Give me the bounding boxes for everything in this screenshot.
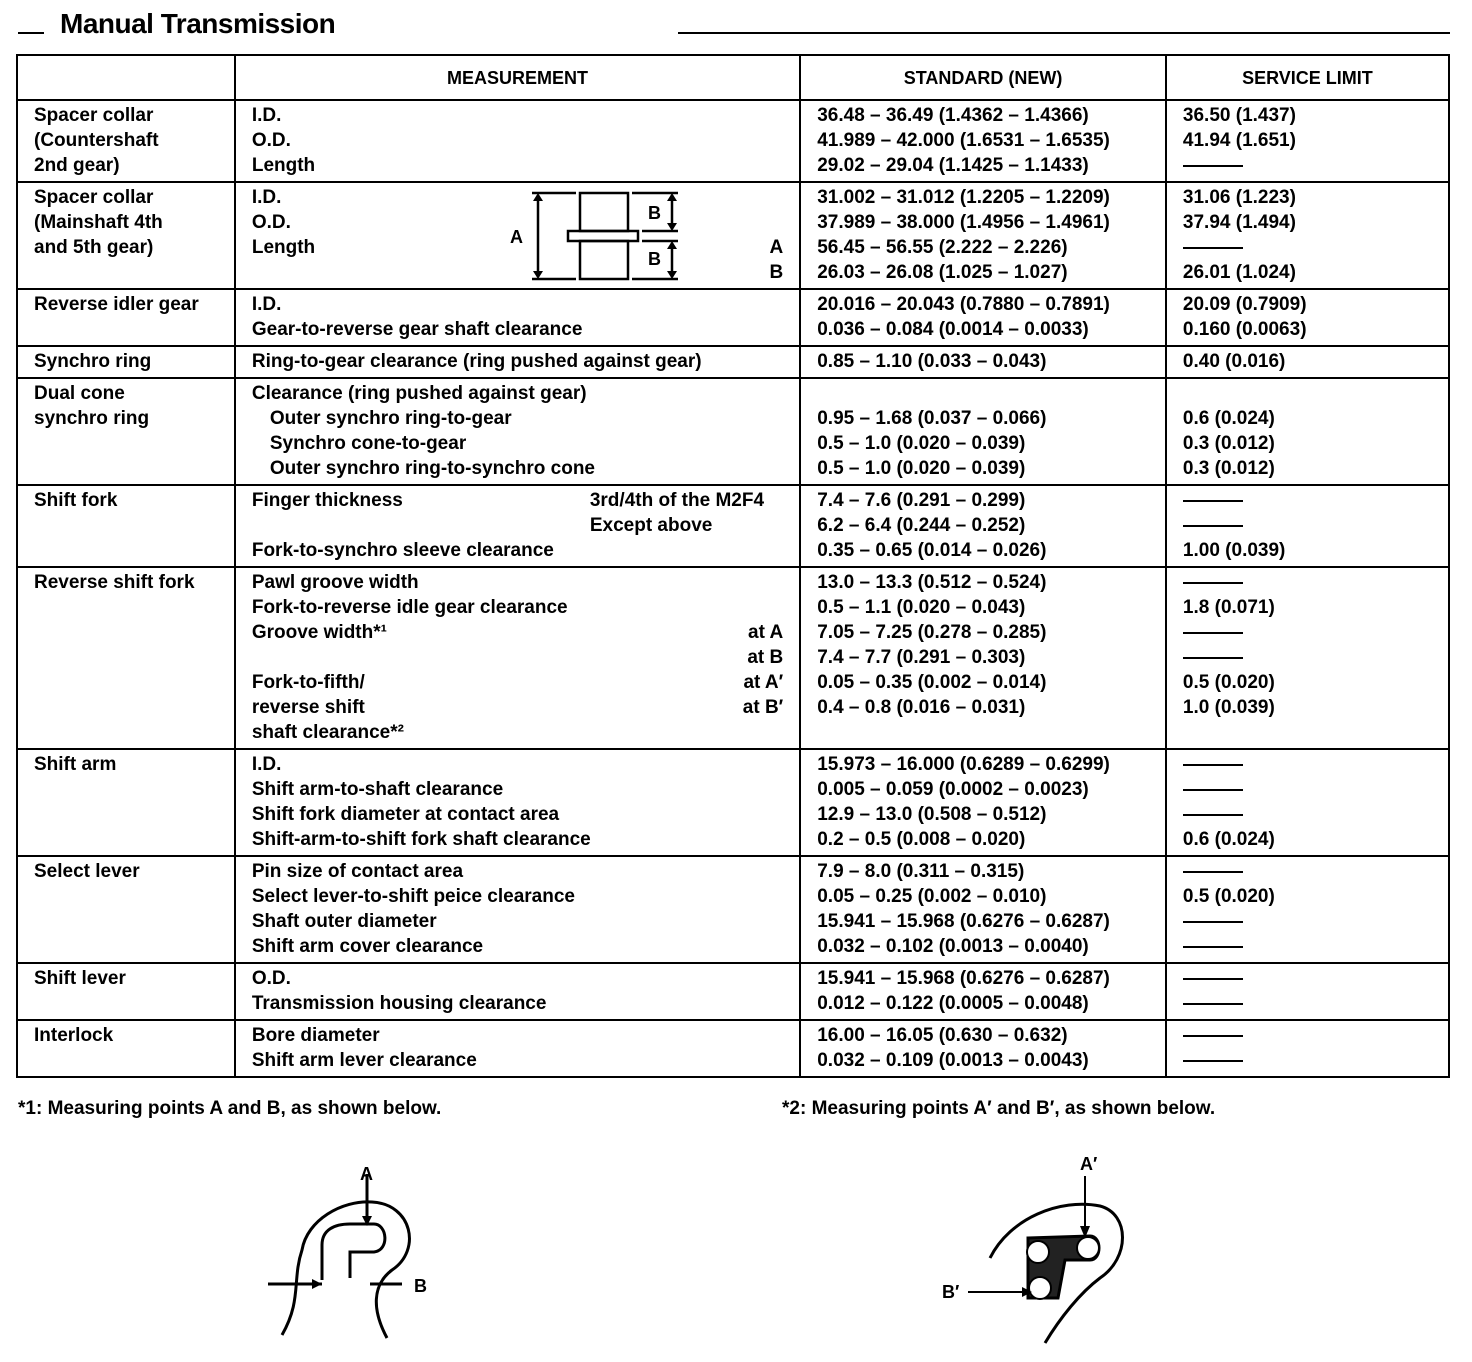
standard-cell	[800, 378, 1166, 485]
measurement-text: Fork-to-fifth/	[251, 672, 365, 693]
figure1-label-a: A	[360, 1164, 373, 1184]
measurement-line	[252, 406, 783, 431]
measuring-point-label: at A′	[743, 672, 784, 693]
standard-value: 6.2 – 6.4 (0.244 – 0.252)	[817, 515, 1026, 536]
standard-value: 13.0 – 13.3 (0.512 – 0.524)	[817, 572, 1047, 593]
measurement-text: Length	[251, 237, 316, 258]
standard-cell	[800, 182, 1166, 289]
measurement-line	[252, 103, 783, 128]
measurement-text: I.D.	[251, 187, 282, 208]
standard-value: 0.5 – 1.0 (0.020 – 0.039)	[817, 458, 1026, 479]
item-text: (Mainshaft 4th	[34, 212, 163, 233]
no-limit-dash	[1183, 859, 1432, 884]
measurement-line	[252, 1048, 783, 1073]
standard-value: 36.48 – 36.49 (1.4362 – 1.4366)	[817, 105, 1089, 126]
dash-rule	[1183, 525, 1243, 527]
standard-value: 0.036 – 0.084 (0.0014 – 0.0033)	[817, 319, 1089, 340]
measurement-text: Synchro cone-to-gear	[269, 433, 467, 454]
service-limit-cell	[1166, 378, 1449, 485]
standard-value: 7.4 – 7.7 (0.291 – 0.303)	[817, 647, 1026, 668]
measurement-text: Gear-to-reverse gear shaft clearance	[251, 319, 583, 340]
item-text: Select lever	[34, 861, 140, 882]
measurement-text: Pawl groove width	[251, 572, 419, 593]
measurement-cell	[235, 289, 800, 346]
no-limit-dash	[1183, 1048, 1432, 1073]
measurement-cell	[235, 485, 800, 567]
item-text: Synchro ring	[34, 351, 152, 372]
no-limit-dash	[1183, 570, 1432, 595]
item-text: Reverse shift fork	[34, 572, 195, 593]
header-service-limit: SERVICE LIMIT	[1166, 55, 1449, 100]
fork-clearance-figure	[940, 1148, 1160, 1348]
condition-label: 3rd/4th of the M2F4	[589, 490, 765, 511]
dash-rule	[1183, 1060, 1243, 1062]
table-row	[17, 182, 1449, 289]
service-limit-value: 1.00 (0.039)	[1182, 540, 1286, 561]
measurement-text: Select lever-to-shift peice clearance	[251, 886, 575, 907]
measurement-text: Transmission housing clearance	[251, 993, 547, 1014]
standard-value: 15.973 – 16.000 (0.6289 – 0.6299)	[817, 754, 1110, 775]
measurement-text: I.D.	[251, 105, 282, 126]
service-limit-cell	[1166, 856, 1449, 963]
standard-value: 0.012 – 0.122 (0.0005 – 0.0048)	[817, 993, 1089, 1014]
measurement-line	[252, 349, 783, 374]
hole-lower	[1029, 1277, 1051, 1299]
figure2-label-b: B′	[942, 1282, 960, 1302]
item-cell	[17, 289, 235, 346]
no-limit-dash	[1183, 752, 1432, 777]
dash-rule	[1183, 632, 1243, 634]
standard-value: 0.95 – 1.68 (0.037 – 0.066)	[817, 408, 1047, 429]
measurement-line	[252, 513, 783, 538]
measurement-line	[252, 488, 783, 513]
header-standard: STANDARD (NEW)	[800, 55, 1166, 100]
no-limit-dash	[1183, 777, 1432, 802]
standard-cell	[800, 749, 1166, 856]
measurement-line	[252, 670, 783, 695]
item-text: 2nd gear)	[34, 155, 120, 176]
table-row	[17, 749, 1449, 856]
standard-value: 0.05 – 0.35 (0.002 – 0.014)	[817, 672, 1047, 693]
standard-value: 0.35 – 0.65 (0.014 – 0.026)	[817, 540, 1047, 561]
measurement-text: shaft clearance*²	[251, 722, 404, 743]
item-cell	[17, 346, 235, 378]
table-row	[17, 346, 1449, 378]
standard-value	[817, 381, 1149, 406]
measuring-point-label: A	[769, 237, 784, 258]
figure2-label-a: A′	[1080, 1154, 1098, 1174]
measurement-line	[252, 859, 783, 884]
table-row	[17, 963, 1449, 1020]
footnote-1: *1: Measuring points A and B, as shown below.	[18, 1098, 442, 1119]
standard-value: 15.941 – 15.968 (0.6276 – 0.6287)	[817, 968, 1110, 989]
measurement-text: Outer synchro ring-to-gear	[269, 408, 512, 429]
item-cell	[17, 378, 235, 485]
standard-value: 12.9 – 13.0 (0.508 – 0.512)	[817, 804, 1047, 825]
dash-rule	[1183, 657, 1243, 659]
measuring-point-label: at A	[748, 622, 784, 643]
spec-table	[16, 54, 1450, 1078]
dash-rule	[1183, 764, 1243, 766]
standard-cell	[800, 963, 1166, 1020]
measurement-text: I.D.	[251, 754, 282, 775]
measurement-line	[252, 752, 783, 777]
no-limit-dash	[1183, 991, 1432, 1016]
service-limit-value: 41.94 (1.651)	[1182, 130, 1296, 151]
service-limit-value: 0.5 (0.020)	[1182, 886, 1275, 907]
no-limit-dash	[1183, 966, 1432, 991]
measurement-text: Shift-arm-to-shift fork shaft clearance	[251, 829, 591, 850]
standard-value: 0.05 – 0.25 (0.002 – 0.010)	[817, 886, 1047, 907]
measurement-text: Pin size of contact area	[251, 861, 464, 882]
measurement-line	[252, 538, 783, 563]
standard-value: 7.4 – 7.6 (0.291 – 0.299)	[817, 490, 1026, 511]
no-limit-dash	[1183, 235, 1432, 260]
collar-upper	[580, 193, 628, 231]
no-limit-dash	[1183, 645, 1432, 670]
hole-upper-left	[1027, 1241, 1049, 1263]
measurement-cell	[235, 963, 800, 1020]
item-text: Shift arm	[34, 754, 117, 775]
service-limit-value: 0.5 (0.020)	[1182, 672, 1275, 693]
measurement-text: Clearance (ring pushed against gear)	[251, 383, 587, 404]
service-limit-cell	[1166, 100, 1449, 182]
standard-value: 0.005 – 0.059 (0.0002 – 0.0023)	[817, 779, 1089, 800]
standard-value: 7.9 – 8.0 (0.311 – 0.315)	[817, 861, 1025, 882]
collar-flange	[568, 231, 638, 241]
service-limit-value: 20.09 (0.7909)	[1182, 294, 1307, 315]
standard-value: 0.2 – 0.5 (0.008 – 0.020)	[817, 829, 1026, 850]
service-limit-value: 0.160 (0.0063)	[1182, 319, 1307, 340]
measurement-line	[252, 620, 783, 645]
measurement-text: Shift arm lever clearance	[251, 1050, 477, 1071]
header-measurement: MEASUREMENT	[235, 55, 800, 100]
table-row	[17, 100, 1449, 182]
service-limit-cell	[1166, 749, 1449, 856]
standard-value: 56.45 – 56.55 (2.222 – 2.226)	[817, 237, 1068, 258]
measurement-line	[252, 777, 783, 802]
measurement-line	[252, 128, 783, 153]
measurement-cell	[235, 567, 800, 749]
measuring-point-label: at B′	[742, 697, 784, 718]
dash-rule	[1183, 500, 1243, 502]
dash-rule	[1183, 247, 1243, 249]
item-text: Spacer collar	[34, 187, 154, 208]
measurement-text: I.D.	[251, 294, 282, 315]
item-text: Interlock	[34, 1025, 114, 1046]
standard-value: 15.941 – 15.968 (0.6276 – 0.6287)	[817, 911, 1110, 932]
item-text: synchro ring	[34, 408, 150, 429]
service-limit-cell	[1166, 963, 1449, 1020]
measurement-text: Finger thickness	[251, 490, 403, 511]
measurement-line	[252, 695, 783, 720]
item-text: Shift fork	[34, 490, 118, 511]
service-limit-value: 1.0 (0.039)	[1182, 697, 1275, 718]
item-cell	[17, 485, 235, 567]
title-bar	[18, 8, 1450, 48]
standard-cell	[800, 289, 1166, 346]
measurement-line	[252, 827, 783, 852]
dash-rule	[1183, 582, 1243, 584]
no-limit-dash	[1183, 513, 1432, 538]
standard-value: 0.85 – 1.10 (0.033 – 0.043)	[817, 351, 1047, 372]
standard-value: 26.03 – 26.08 (1.025 – 1.027)	[817, 262, 1068, 283]
service-limit-cell	[1166, 1020, 1449, 1077]
item-cell	[17, 182, 235, 289]
measurement-line	[252, 884, 783, 909]
standard-value: 0.5 – 1.0 (0.020 – 0.039)	[817, 433, 1026, 454]
dash-rule	[1183, 946, 1243, 948]
diagram-label-b: B	[647, 249, 661, 269]
standard-cell	[800, 485, 1166, 567]
standard-value: 0.4 – 0.8 (0.016 – 0.031)	[817, 697, 1026, 718]
service-limit-value: 31.06 (1.223)	[1182, 187, 1296, 208]
measurement-cell	[235, 346, 800, 378]
service-limit-cell	[1166, 182, 1449, 289]
item-cell	[17, 856, 235, 963]
standard-value: 16.00 – 16.05 (0.630 – 0.632)	[817, 1025, 1068, 1046]
service-limit-cell	[1166, 346, 1449, 378]
measurement-line	[252, 153, 783, 178]
standard-value: 41.989 – 42.000 (1.6531 – 1.6535)	[817, 130, 1110, 151]
measurement-text: Fork-to-reverse idle gear clearance	[251, 597, 568, 618]
spacer-collar-diagram	[502, 189, 682, 285]
measurement-text: Ring-to-gear clearance (ring pushed against gear)	[251, 351, 702, 372]
service-limit-value: 0.6 (0.024)	[1182, 829, 1275, 850]
footnote-2: *2: Measuring points A′ and B′, as shown below.	[782, 1098, 1216, 1119]
measurement-line	[252, 1023, 783, 1048]
standard-cell	[800, 856, 1166, 963]
measurement-text: O.D.	[251, 968, 291, 989]
measurement-text: O.D.	[251, 130, 291, 151]
measuring-point-label: B	[769, 262, 784, 283]
table-row	[17, 485, 1449, 567]
measurement-line	[252, 595, 783, 620]
item-cell	[17, 963, 235, 1020]
measurement-text: Shaft outer diameter	[251, 911, 437, 932]
standard-value: 20.016 – 20.043 (0.7880 – 0.7891)	[817, 294, 1110, 315]
service-limit-value: 0.6 (0.024)	[1182, 408, 1275, 429]
no-limit-dash	[1183, 620, 1432, 645]
standard-cell	[800, 567, 1166, 749]
item-text: Dual cone	[34, 383, 125, 404]
item-cell	[17, 100, 235, 182]
measurement-text: reverse shift	[251, 697, 365, 718]
standard-value: 31.002 – 31.012 (1.2205 – 1.2209)	[817, 187, 1110, 208]
measurement-line	[252, 966, 783, 991]
groove-path	[322, 1224, 385, 1280]
no-limit-dash	[1183, 802, 1432, 827]
table-row	[17, 289, 1449, 346]
table-row	[17, 1020, 1449, 1077]
measurement-line	[252, 456, 783, 481]
measurement-cell	[235, 856, 800, 963]
measurement-line	[252, 909, 783, 934]
item-text: Reverse idler gear	[34, 294, 199, 315]
service-limit-value: 26.01 (1.024)	[1182, 262, 1296, 283]
service-limit-value: 0.40 (0.016)	[1182, 351, 1286, 372]
measurement-text: O.D.	[251, 212, 291, 233]
measurement-text: Length	[251, 155, 316, 176]
service-limit-value: 1.8 (0.071)	[1182, 597, 1275, 618]
service-limit-value: 0.3 (0.012)	[1182, 458, 1275, 479]
measurement-line	[252, 292, 783, 317]
table-row	[17, 378, 1449, 485]
diagram-label-a: A	[509, 227, 523, 247]
standard-value: 29.02 – 29.04 (1.1425 – 1.1433)	[817, 155, 1089, 176]
measurement-cell	[235, 100, 800, 182]
standard-value	[817, 720, 1149, 745]
standard-value: 0.032 – 0.109 (0.0013 – 0.0043)	[817, 1050, 1089, 1071]
service-limit-value: 0.3 (0.012)	[1182, 433, 1275, 454]
item-cell	[17, 567, 235, 749]
measurement-line	[252, 381, 783, 406]
measurement-line	[252, 645, 783, 670]
spec-body	[17, 100, 1449, 1077]
standard-value: 37.989 – 38.000 (1.4956 – 1.4961)	[817, 212, 1110, 233]
service-limit-cell	[1166, 567, 1449, 749]
measurement-cell	[235, 378, 800, 485]
standard-cell	[800, 346, 1166, 378]
standard-cell	[800, 100, 1166, 182]
groove-width-figure	[262, 1160, 462, 1340]
service-limit-value: 36.50 (1.437)	[1182, 105, 1296, 126]
arrow-head-left	[312, 1279, 322, 1289]
table-row	[17, 567, 1449, 749]
measurement-line	[252, 570, 783, 595]
no-limit-dash	[1183, 934, 1432, 959]
page-title: Manual Transmission	[60, 8, 336, 39]
service-limit-value: 37.94 (1.494)	[1182, 212, 1296, 233]
measurement-text: Groove width*¹	[251, 622, 387, 643]
measurement-text: Shift arm-to-shaft clearance	[251, 779, 504, 800]
item-cell	[17, 1020, 235, 1077]
standard-cell	[800, 1020, 1166, 1077]
item-cell	[17, 749, 235, 856]
item-text: (Countershaft	[34, 130, 159, 151]
item-text: Spacer collar	[34, 105, 154, 126]
figure1-label-b: B	[414, 1276, 427, 1296]
measurement-text: Fork-to-synchro sleeve clearance	[251, 540, 554, 561]
standard-value: 7.05 – 7.25 (0.278 – 0.285)	[817, 622, 1047, 643]
measuring-point-label: at B	[747, 647, 784, 668]
service-limit-cell	[1166, 289, 1449, 346]
measurement-cell	[235, 182, 800, 289]
collar-lower	[580, 241, 628, 279]
title-rule-right	[678, 32, 1450, 34]
standard-value: 0.032 – 0.102 (0.0013 – 0.0040)	[817, 936, 1089, 957]
dash-rule	[1183, 978, 1243, 980]
fork-outline	[282, 1202, 409, 1338]
measurement-line	[252, 317, 783, 342]
measurement-text: Outer synchro ring-to-synchro cone	[269, 458, 595, 479]
no-limit-dash	[1183, 909, 1432, 934]
dash-rule	[1183, 789, 1243, 791]
service-limit-value	[1183, 381, 1432, 406]
item-text: Shift lever	[34, 968, 126, 989]
dash-rule	[1183, 921, 1243, 923]
measurement-line	[252, 991, 783, 1016]
dash-rule	[1183, 1035, 1243, 1037]
service-limit-value	[1183, 720, 1432, 745]
measurement-line	[252, 431, 783, 456]
table-row	[17, 856, 1449, 963]
standard-value: 0.5 – 1.1 (0.020 – 0.043)	[817, 597, 1026, 618]
condition-label: Except above	[589, 515, 713, 536]
hole-upper-right	[1077, 1237, 1099, 1259]
measurement-cell	[235, 1020, 800, 1077]
measurement-line	[252, 720, 783, 745]
diagram-label-b: B	[647, 203, 661, 223]
no-limit-dash	[1183, 153, 1432, 178]
measurement-text: Shift fork diameter at contact area	[251, 804, 560, 825]
measurement-text: Bore diameter	[251, 1025, 380, 1046]
title-rule-left	[18, 32, 44, 34]
dash-rule	[1183, 165, 1243, 167]
service-limit-cell	[1166, 485, 1449, 567]
header-row	[17, 55, 1449, 100]
dash-rule	[1183, 871, 1243, 873]
measurement-line	[252, 802, 783, 827]
dash-rule	[1183, 814, 1243, 816]
header-item	[17, 55, 235, 100]
no-limit-dash	[1183, 488, 1432, 513]
measurement-text: Shift arm cover clearance	[251, 936, 484, 957]
item-text: and 5th gear)	[34, 237, 154, 258]
dash-rule	[1183, 1003, 1243, 1005]
measurement-line	[252, 934, 783, 959]
measurement-cell	[235, 749, 800, 856]
no-limit-dash	[1183, 1023, 1432, 1048]
